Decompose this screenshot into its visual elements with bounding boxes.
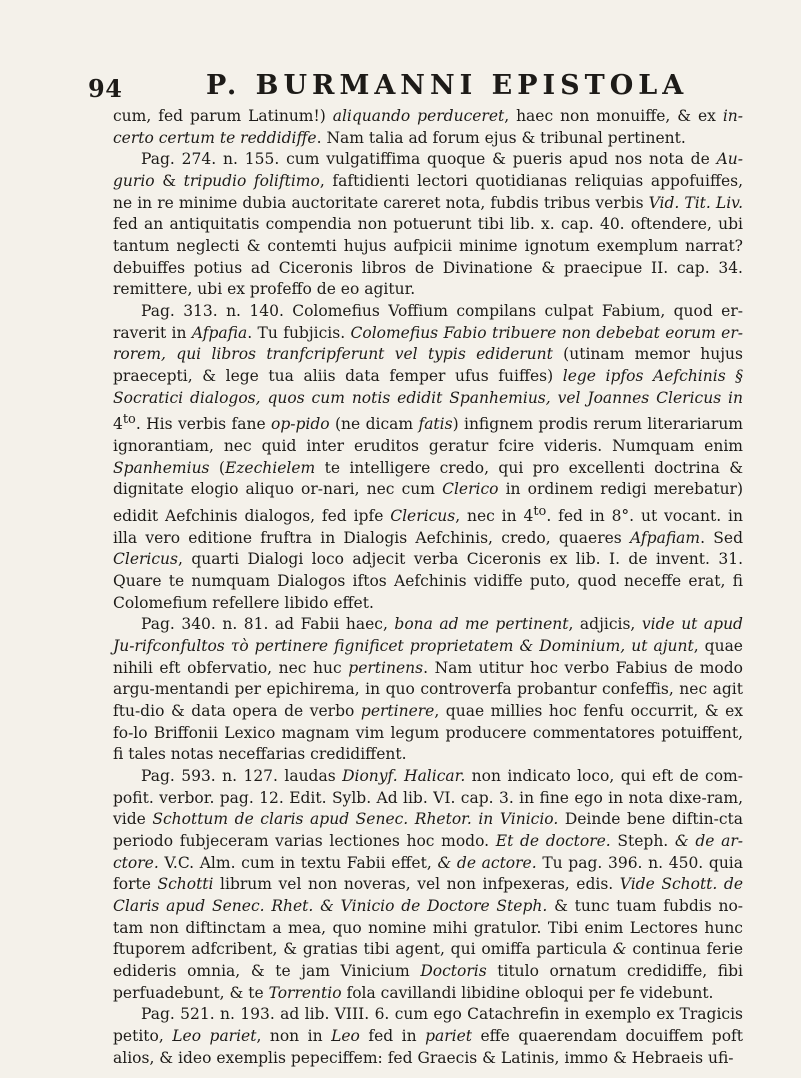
paragraph: Pag. 593. n. 127. laudas Dionyf. Halicar. non indicato loco, qui eft de com-pofit. verbor. pag. 12. Edit. Sylb. Ad lib. VI. cap. 3. in fine ego in nota dixe-ram, vide Schottum de claris apud Senec. Rhetor. in Vinicio. Deinde bene diftin-cta periodo fubjeceram varias lectiones hoc modo. Et de doctore. Steph. & de ar-ctore. V.C. Alm. cum in textu Fabii effet, & de actore. Tu pag. 396. n. 450. quia forte Schotti librum vel non noveras, vel non infpexeras, edis. Vide Schott. de Claris apud Senec. Rhet. & Vinicio de Doctore Steph. & tunc tuam fubdis no-tam non diftinctam a mea, quo nomine mihi gratulor. Tibi enim Lectores hunc ftuporem adfcribent, & gratias tibi agent, qui omiffa particula & continua ferie edideris omnia, & te jam Vinicium Doctoris titulo ornatum credidiffe, fibi perfuadebunt, & te Torrentio fola cavillandi libidine obloqui per fe videbunt. bbox=[113, 767, 744, 1002]
page-number: 94 bbox=[88, 74, 123, 103]
page-header bbox=[88, 70, 708, 106]
paragraph: Pag. 521. n. 193. ad lib. VIII. 6. cum ego Catachrefin in exemplo ex Tragicis petito, Leo pariet, non in Leo fed in pariet effe quaerendam docuiffem poft alios, & ideo exemplis pepeciffem: fed Graecis & Latinis, immo & Hebraeis ufi- bbox=[113, 1005, 743, 1067]
running-head: P. BURMANNI EPISTOLA bbox=[206, 70, 689, 101]
paragraph: Pag. 340. n. 81. ad Fabii haec, bona ad me pertinent, adjicis, vide ut apud Ju-rifconfultos τὸ pertinere fignificet proprietatem & Dominium, ut ajunt, quae nihili eft obfervatio, nec huc pertinens. Nam utitur hoc verbo Fabius de modo argu-mentandi per epichirema, in quo controverfa probantur confeffis, nec agit ftu-dio & data opera de verbo pertinere, quae millies hoc fenfu occurrit, & ex fo-lo Briffonii Lexico magnam vim legum producere commentatores potuiffent, fi tales notas neceffarias credidiffent. bbox=[113, 615, 743, 764]
paragraph: Pag. 274. n. 155. cum vulgatiffima quoque & pueris apud nos nota de Au-gurio & tripudio foliftimo, faftidienti lectori quotidianas reliquias appofuiffes, ne in re minime dubia auctoritate careret nota, fubdis tribus verbis Vid. Tit. Liv. fed an antiquitatis compendia non potuerunt tibi lib. x. cap. 40. oftendere, ubi tantum neglecti & contemti hujus aufpicii minime ignotum exemplum narrat? debuiffes potius ad Ciceronis libros de Divinatione & praecipue II. cap. 34. remittere, ubi ex profeffo de eo agitur. bbox=[113, 150, 744, 299]
paragraph: cum, fed parum Latinum!) aliquando perduceret, haec non monuiffe, & ex in-certo certum te reddidiffe. Nam talia ad forum ejus & tribunal pertinent. bbox=[113, 107, 743, 147]
paragraph: Pag. 313. n. 140. Colomefius Voffium compilans culpat Fabium, quod er-raverit in Afpafia. Tu fubjicis. Colomefius Fabio tribuere non debebat eorum er-rorem, qui libros tranfcripferunt vel typis ediderunt (utinam memor hujus praecepti, & lege tua aliis data femper ufus fuiffes) lege ipfos Aefchinis § Socratici dialogos, quos cum notis edidit Spanhemius, vel Joannes Clericus in $4^{to}$. His verbis fane op-pido (ne dicam fatis) infignem prodis rerum literariarum ignorantiam, nec quid inter eruditos geratur fcire videris. Numquam enim Spanhemius (Ezechielem te intelligere credo, qui pro excellenti doctrina & dignitate elogio aliquo or-nari, nec cum Clerico in ordinem redigi merebatur) edidit Aefchinis dialogos, fed ipfe Clericus, nec in $4^{to}$. fed in 8°. ut vocant. in illa vero editione fruftra in Dialogis Aefchinis, credo, quaeres Afpafiam. Sed Clericus, quarti Dialogi loco adjecit verba Ciceronis ex lib. I. de invent. 31. Quare te numquam Dialogos iftos Aefchinis vidiffe puto, quod neceffe erat, fi Colomefium refellere libido effet. bbox=[113, 301, 744, 612]
body-text bbox=[113, 106, 743, 1069]
